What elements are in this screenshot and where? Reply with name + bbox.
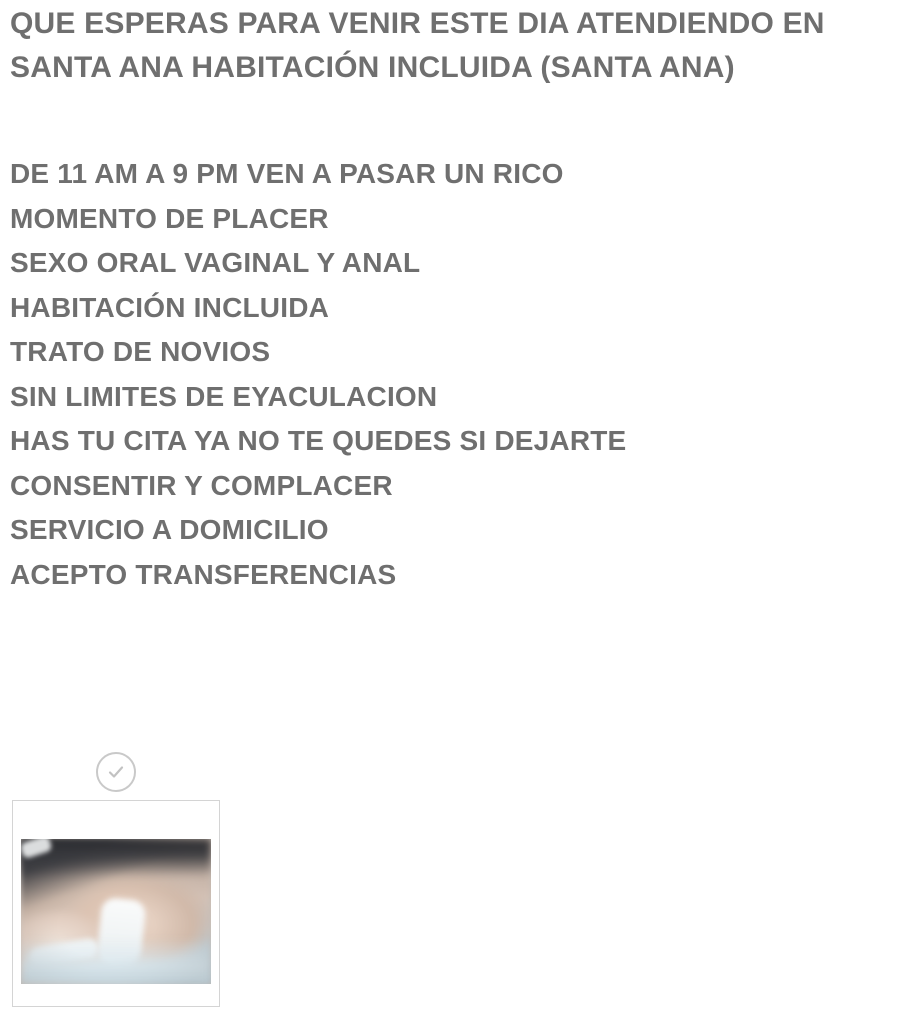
description-line: DE 11 AM A 9 PM VEN A PASAR UN RICO	[10, 158, 564, 189]
description-line: ACEPTO TRANSFERENCIAS	[10, 558, 397, 590]
title-body-spacer	[10, 90, 898, 152]
description-line: HAS TU CITA YA NO TE QUEDES SI DEJARTE	[10, 425, 627, 456]
listing-description	[10, 152, 898, 597]
photo-thumbnail[interactable]	[12, 800, 220, 1007]
description-line: CONSENTIR Y COMPLACER	[10, 469, 393, 501]
description-line: SEXO ORAL VAGINAL Y ANAL	[10, 247, 421, 278]
check-circle-icon	[96, 752, 136, 792]
thumbnail-image[interactable]	[21, 839, 211, 984]
description-line: TRATO DE NOVIOS	[10, 336, 271, 367]
description-line: SERVICIO A DOMICILIO	[10, 514, 329, 545]
description-line: MOMENTO DE PLACER	[10, 202, 329, 234]
thumbnail-image-vignette	[21, 839, 211, 984]
description-line: HABITACIÓN INCLUIDA	[10, 291, 330, 323]
description-line: SIN LIMITES DE EYACULACION	[10, 380, 438, 412]
verified-badge-row	[96, 752, 136, 792]
page-title: QUE ESPERAS PARA VENIR ESTE DIA ATENDIENDO EN SANTA ANA HABITACIÓN INCLUIDA (SANTA ANA)	[10, 7, 825, 84]
